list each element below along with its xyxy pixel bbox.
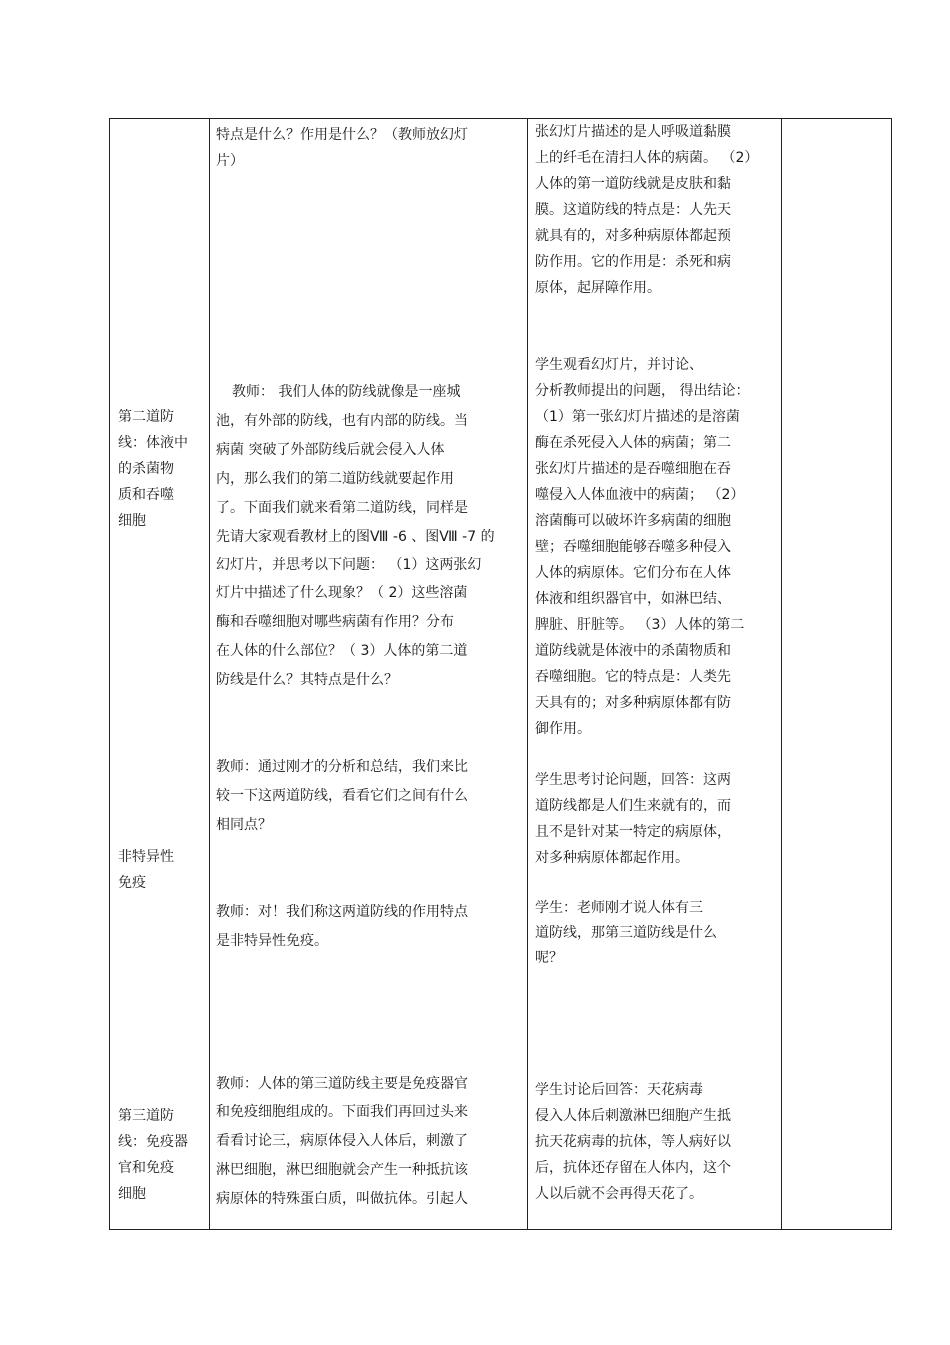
text-line: 特点是什么？作用是什么？（教师放幻灯 [216, 127, 468, 143]
text-line: 第三道防 [118, 1108, 174, 1124]
text-line: 幻灯片，并思考以下问题： （1）这两张幻 [216, 557, 482, 573]
text-line: 酶在杀死侵入人体的病菌；第二 [535, 435, 731, 451]
text-line: 淋巴细胞，淋巴细胞就会产生一种抵抗该 [216, 1162, 468, 1178]
text-line: 溶菌酶可以破坏许多病菌的细胞 [535, 513, 731, 529]
text-line: 张幻灯片描述的是人呼吸道黏膜 [535, 124, 731, 140]
text-line: 了。下面我们就来看第二道防线，同样是 [216, 500, 468, 516]
text-line: 线：免疫器 [118, 1134, 188, 1150]
text-line: 防线是什么？其特点是什么？ [216, 672, 398, 688]
text-line: 细胞 [118, 1186, 146, 1202]
table-border-right [891, 118, 892, 1230]
text-line: 病原体的特殊蛋白质，叫做抗体。引起人 [216, 1191, 468, 1207]
text-line: 呢？ [535, 950, 563, 966]
text-line: 防作用。它的作用是：杀死和病 [535, 254, 731, 270]
text-line: 学生观看幻灯片，并讨论、 [535, 357, 703, 373]
text-line: 酶和吞噬细胞对哪些病菌有作用？分布 [216, 614, 454, 630]
text-line: 病菌 突破了外部防线后就会侵入人体 [216, 442, 445, 458]
table-border-top [109, 118, 892, 119]
text-line: 看看讨论三，病原体侵入人体后，刺激了 [216, 1133, 468, 1149]
text-line: 是非特异性免疫。 [216, 933, 328, 949]
table-column-divider-1 [209, 118, 210, 1230]
text-line: 膜。这道防线的特点是：人先天 [535, 202, 731, 218]
text-line: 非特异性 [118, 849, 174, 865]
text-line: 人以后就不会再得天花了。 [535, 1186, 703, 1202]
text-line: 壁；吞噬细胞能够吞噬多种侵入 [535, 539, 731, 555]
text-line: 在人体的什么部位？（ 3）人体的第二道 [216, 643, 468, 659]
text-line: 教师：人体的第三道防线主要是免疫器官 [216, 1076, 468, 1092]
text-line: 线：体液中 [118, 435, 188, 451]
text-line: 相同点？ [216, 817, 272, 833]
text-line: 池，有外部的防线，也有内部的防线。当 [216, 413, 468, 429]
text-line: 分析教师提出的问题， 得出结论： [535, 383, 750, 399]
text-line: 对多种病原体都起作用。 [535, 850, 689, 866]
text-line: 内，那么我们的第二道防线就要起作用 [216, 471, 454, 487]
text-line: 后，抗体还存留在人体内，这个 [535, 1160, 731, 1176]
text-line: 且不是针对某一特定的病原体， [535, 824, 731, 840]
text-line: 学生：老师刚才说人体有三 [535, 900, 703, 916]
text-line: 脾脏、肝脏等。 （3）人体的第二 [535, 617, 745, 633]
text-line: 教师：对！我们称这两道防线的作用特点 [216, 904, 468, 920]
text-line: 片） [216, 153, 244, 169]
text-line: 体液和组织器官中，如淋巴结、 [535, 591, 731, 607]
table-border-left [109, 118, 110, 1230]
text-line: 道防线就是体液中的杀菌物质和 [535, 643, 731, 659]
text-line: 先请大家观看教材上的图Ⅷ -6 、图Ⅷ -7 的 [216, 529, 495, 545]
text-line: 学生思考讨论问题，回答：这两 [535, 772, 731, 788]
text-line: 人体的病原体。它们分布在人体 [535, 565, 731, 581]
text-line: 的杀菌物 [118, 461, 174, 477]
table-border-bottom [109, 1229, 892, 1230]
text-line: 官和免疫 [118, 1160, 174, 1176]
text-line: 张幻灯片描述的是吞噬细胞在吞 [535, 461, 731, 477]
text-line: 道防线都是人们生来就有的，而 [535, 798, 731, 814]
text-line: 学生讨论后回答：天花病毒 [535, 1082, 703, 1098]
text-line: 人体的第一道防线就是皮肤和黏 [535, 176, 731, 192]
text-line: 第二道防 [118, 409, 174, 425]
text-line: 灯片中描述了什么现象？（ 2）这些溶菌 [216, 585, 468, 601]
text-line: 天具有的；对多种病原体都有防 [535, 695, 731, 711]
text-line: 教师：通过刚才的分析和总结，我们来比 [216, 759, 468, 775]
text-line: （1）第一张幻灯片描述的是溶菌 [535, 409, 740, 425]
text-line: 免疫 [118, 875, 146, 891]
text-line: 和免疫细胞组成的。下面我们再回过头来 [216, 1104, 468, 1120]
text-line: 原体，起屏障作用。 [535, 280, 661, 296]
text-line: 吞噬细胞。它的特点是：人类先 [535, 669, 731, 685]
text-line: 就具有的，对多种病原体都起预 [535, 228, 731, 244]
table-column-divider-3 [781, 118, 782, 1230]
text-line: 抗天花病毒的抗体，等人病好以 [535, 1134, 731, 1150]
text-line: 御作用。 [535, 721, 591, 737]
text-line: 道防线，那第三道防线是什么 [535, 925, 717, 941]
text-line: 侵入人体后刺激淋巴细胞产生抵 [535, 1108, 731, 1124]
text-line: 上的纤毛在清扫人体的病菌。 （2） [535, 150, 759, 166]
text-line: 细胞 [118, 513, 146, 529]
text-line: 较一下这两道防线，看看它们之间有什么 [216, 788, 468, 804]
text-line: 教师： 我们人体的防线就像是一座城 [232, 384, 461, 400]
text-line: 噬侵入人体血液中的病菌； （2） [535, 487, 745, 503]
text-line: 质和吞噬 [118, 487, 174, 503]
table-column-divider-2 [527, 118, 528, 1230]
